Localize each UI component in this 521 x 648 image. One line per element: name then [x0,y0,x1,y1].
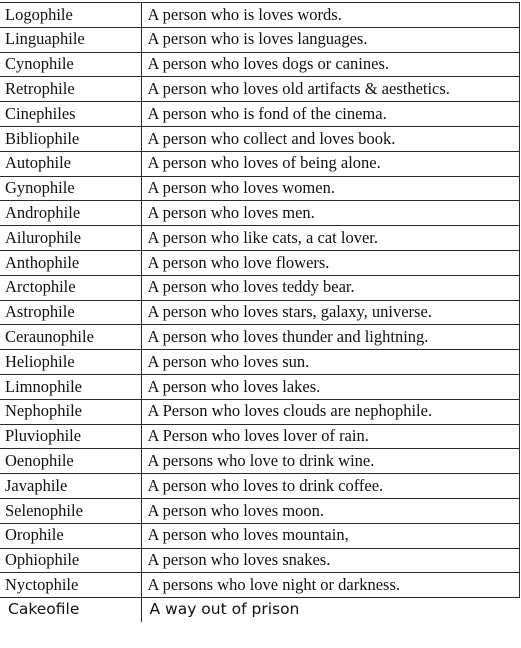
definition-cell: A person who loves teddy bear. [141,275,519,300]
word-cell: Ailurophile [0,226,141,251]
word-cell: Linguaphile [0,27,141,52]
word-cell: Orophile [0,523,141,548]
word-cell: Cinephiles [0,102,141,127]
word-cell: Bibliophile [0,126,141,151]
definition-cell: A person who loves men. [141,201,519,226]
table-row [0,52,519,77]
table-row [0,449,519,474]
definition-cell: A person who loves moon. [141,498,519,523]
word-cell: Ceraunophile [0,325,141,350]
definition-cell: A person who is loves words. [141,3,519,28]
table-row [0,176,519,201]
word-definition-table [0,2,520,622]
table-row [0,474,519,499]
word-cell: Autophile [0,151,141,176]
table-row [0,374,519,399]
definition-cell: A person who loves old artifacts & aesthetics. [141,77,519,102]
word-cell: Pluviophile [0,424,141,449]
table-row [0,300,519,325]
definition-cell: A way out of prison [141,598,519,622]
word-cell: Arctophile [0,275,141,300]
word-cell: Selenophile [0,498,141,523]
word-cell: Nephophile [0,399,141,424]
table-row [0,498,519,523]
table-row [0,3,519,28]
table-row [0,548,519,573]
table-row [0,598,519,622]
word-cell: Logophile [0,3,141,28]
word-cell: Limnophile [0,374,141,399]
table-row [0,102,519,127]
table-row [0,201,519,226]
definition-cell: A person who collect and loves book. [141,126,519,151]
definition-cell: A person who loves dogs or canines. [141,52,519,77]
table-row [0,226,519,251]
word-cell: Cynophile [0,52,141,77]
definition-cell: A persons who love to drink wine. [141,449,519,474]
definition-cell: A person who loves of being alone. [141,151,519,176]
table-row [0,126,519,151]
definition-cell: A persons who love night or darkness. [141,573,519,598]
definition-cell: A person who love flowers. [141,250,519,275]
word-cell: Retrophile [0,77,141,102]
definition-cell: A person who loves to drink coffee. [141,474,519,499]
word-cell: Gynophile [0,176,141,201]
definition-cell: A person who loves sun. [141,350,519,375]
table-row [0,573,519,598]
word-cell: Androphile [0,201,141,226]
definition-cell: A person who loves lakes. [141,374,519,399]
definition-cell: A person who loves snakes. [141,548,519,573]
table-row [0,27,519,52]
definition-cell: A person who loves women. [141,176,519,201]
word-cell: Heliophile [0,350,141,375]
word-cell: Anthophile [0,250,141,275]
table-row [0,399,519,424]
table-row [0,77,519,102]
table-row [0,350,519,375]
word-cell: Nyctophile [0,573,141,598]
table-row [0,523,519,548]
definition-cell: A person who is loves languages. [141,27,519,52]
word-cell: Astrophile [0,300,141,325]
table-row [0,325,519,350]
definition-cell: A Person who loves clouds are nephophile. [141,399,519,424]
definition-cell: A Person who loves lover of rain. [141,424,519,449]
definition-cell: A person who loves mountain, [141,523,519,548]
definition-cell: A person who is fond of the cinema. [141,102,519,127]
word-cell: Javaphile [0,474,141,499]
word-cell: Oenophile [0,449,141,474]
definition-cell: A person who loves stars, galaxy, universe. [141,300,519,325]
word-cell: Cakeofile [0,598,141,622]
table-row [0,250,519,275]
table-body [0,3,519,622]
table-row [0,424,519,449]
definition-cell: A person who like cats, a cat lover. [141,226,519,251]
definition-cell: A person who loves thunder and lightning. [141,325,519,350]
table-row [0,275,519,300]
word-cell: Ophiophile [0,548,141,573]
table-row [0,151,519,176]
